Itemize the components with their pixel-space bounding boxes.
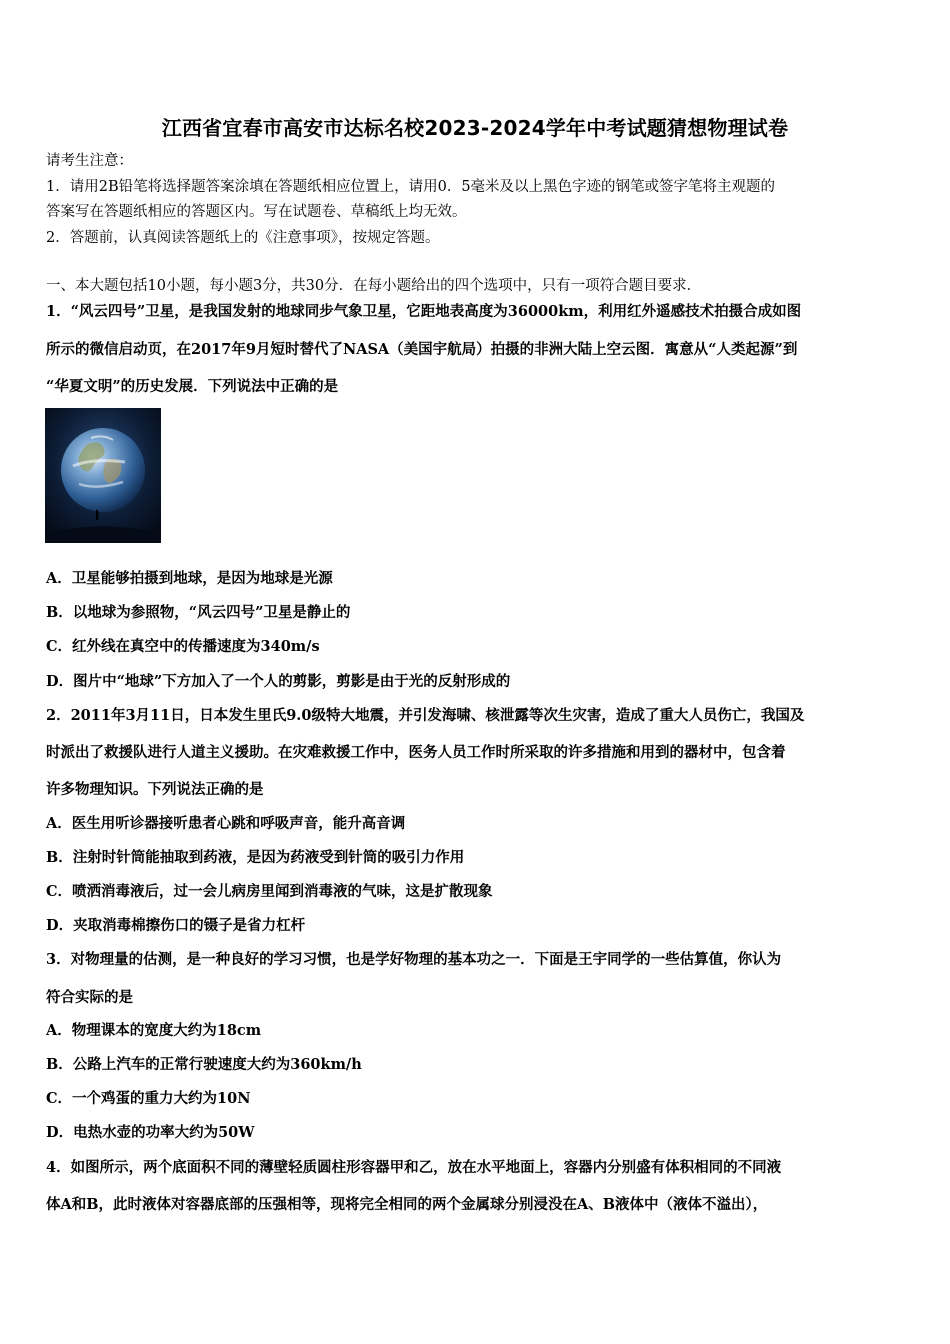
question-3-option: A．物理课本的宽度大约为18cm — [46, 1022, 262, 1039]
question-2-stem: 时派出了救援队进行人道主义援助。在灾难救援工作中，医务人员工作时所采取的许多措施和用到的器材中，包含着 — [46, 744, 786, 761]
question-2-stem: 许多物理知识。下列说法正确的是 — [46, 781, 264, 798]
notice-heading: 请考生注意： — [46, 153, 133, 169]
question-1-option: B．以地球为参照物，“风云四号”卫星是静止的 — [46, 604, 351, 621]
question-2-option: D．夹取消毒棉擦伤口的镊子是省力杠杆 — [46, 917, 306, 934]
question-1-option: C．红外线在真空中的传播速度为340m/s — [46, 638, 320, 655]
question-2-option: B．注射时针筒能抽取到药液，是因为药液受到针筒的吸引力作用 — [46, 849, 465, 866]
question-3-option: D．电热水壶的功率大约为50W — [46, 1124, 255, 1141]
page-title: 江西省宜春市高安市达标名校2023-2024学年中考试题猜想物理试卷 — [161, 116, 789, 140]
question-3-option: C．一个鸡蛋的重力大约为10N — [46, 1090, 251, 1107]
question-2-stem: 2．2011年3月11日，日本发生里氏9.0级特大地震，并引发海啸、核泄露等次生灾害，造成了重大人员伤亡，我国及 — [46, 707, 805, 724]
question-3-option: B．公路上汽车的正常行驶速度大约为360km/h — [46, 1056, 362, 1073]
question-1-option: D．图片中“地球”下方加入了一个人的剪影，剪影是由于光的反射形成的 — [46, 673, 511, 690]
question-1-stem: 1．“风云四号”卫星，是我国发射的地球同步气象卫星，它距地表高度为36000km，利用红外遥感技术拍摄合成如图 — [46, 303, 802, 320]
earth-image — [45, 408, 161, 543]
question-4-stem: 4．如图所示，两个底面积不同的薄壁轻质圆柱形容器甲和乙，放在水平地面上，容器内分别盛有体积相同的不同液 — [46, 1159, 782, 1176]
question-1-option: A．卫星能够拍摄到地球，是因为地球是光源 — [46, 570, 333, 587]
notice-line: 答案写在答题纸相应的答题区内。写在试题卷、草稿纸上均无效。 — [46, 204, 467, 220]
question-1-stem: “华夏文明”的历史发展．下列说法中正确的是 — [46, 378, 339, 395]
question-1-stem: 所示的微信启动页，在2017年9月短时替代了NASA（美国宇航局）拍摄的非洲大陆上空云图．寓意从“人类起源”到 — [46, 341, 798, 358]
question-3-stem: 3．对物理量的估测，是一种良好的学习习惯，也是学好物理的基本功之一．下面是王宇同学的一些估算值，你认为 — [46, 951, 782, 968]
question-2-option: A．医生用听诊器接听患者心跳和呼吸声音，能升高音调 — [46, 815, 406, 832]
question-3-stem: 符合实际的是 — [46, 989, 133, 1006]
section-heading: 一、本大题包括10小题，每小题3分，共30分．在每小题给出的四个选项中，只有一项符合题目要求． — [46, 278, 702, 294]
notice-line: 1．请用2B铅笔将选择题答案涂填在答题纸相应位置上，请用0．5毫米及以上黑色字迹的钢笔或签字笔将主观题的 — [46, 179, 776, 195]
question-2-option: C．喷洒消毒液后，过一会儿病房里闻到消毒液的气味，这是扩散现象 — [46, 883, 493, 900]
question-4-stem: 体A和B，此时液体对容器底部的压强相等，现将完全相同的两个金属球分别浸没在A、B液体中（液体不溢出）， — [46, 1196, 768, 1213]
notice-line: 2．答题前，认真阅读答题纸上的《注意事项》，按规定答题。 — [46, 230, 440, 246]
